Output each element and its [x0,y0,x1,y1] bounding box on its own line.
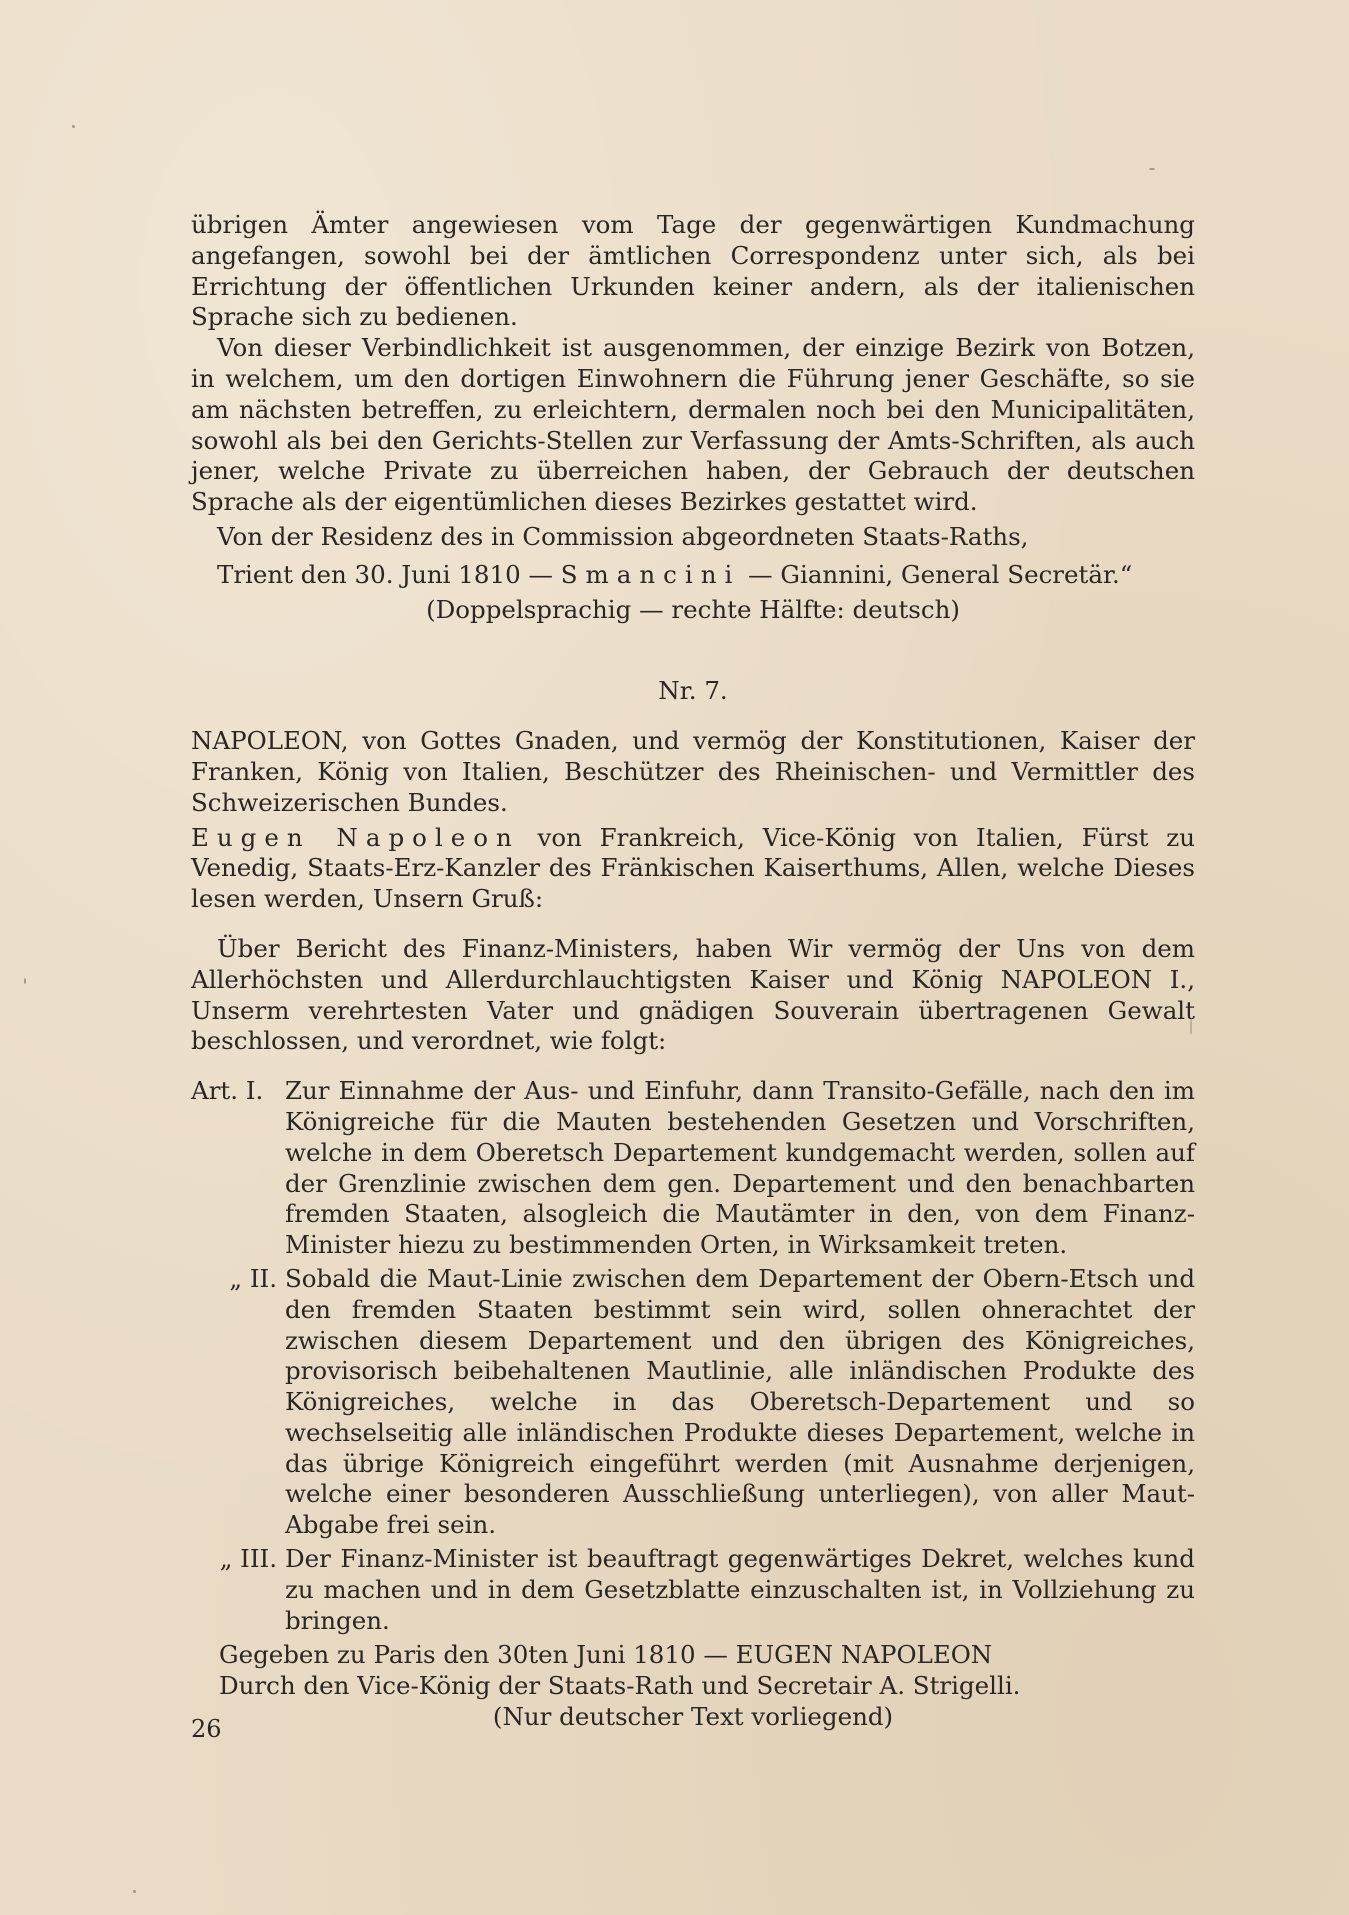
paragraph-exception: Von dieser Verbindlichkeit ist ausgenommen, der einzige Bezirk von Botzen, in welchem, um den dortigen Einwohnern die Führung jener Geschäfte, so sie am nächsten betreffen, zu erleichtern, dermalen noch bei den Municipalitäten, sowohl als bei den Gerichts-Stellen zur Verfassung der Amts-Schriften, als auch jener, welche Private zu überreichen haben, der Gebrauch der deutschen Sprache als der eigentümlichen dieses Bezirkes gestattet wird. [191,333,1195,517]
trient-signature-line [191,560,1195,591]
paper-speck [72,125,75,128]
section-heading: Nr. 7. [658,676,728,706]
residence-line: Von der Residenz des in Commission abgeordneten Staats-Raths, [217,521,1029,551]
article-text: Der Finanz-Minister ist beauftragt gegenwärtiges Dekret, welches kund zu machen und in dem Gesetzblatte einzuschalten ist, in Vollziehung zu bringen. [285,1544,1195,1635]
given-at-line: Gegeben zu Paris den 30ten Juni 1810 — EUGEN NAPOLEON [219,1640,993,1670]
article-text: Zur Einnahme der Aus- und Einfuhr, dann Transito-Gefälle, nach den im Königreiche für die Mauten bestehenden Gesetzen und Vorschriften, welche in dem Oberetsch Departement kundgemacht werden, sollen auf der Grenzlinie zwischen dem gen. Departement und den benachbarten fremden Staaten, alsogleich die Mautämter in den, von dem Finanz-Minister hiezu zu bestimmenden Orten, in Wirksamkeit treten. [285,1076,1195,1260]
document-body [191,210,1195,1733]
paper-speck [1190,1020,1192,1034]
trient-suffix: — Giannini, General Secretär.“ [748,559,1133,589]
paper-speck [24,978,26,984]
article-1 [191,1076,1195,1261]
trient-prefix: Trient den 30. Juni 1810 — [217,559,553,589]
article-label: „ II. [229,1263,277,1293]
language-note: (Doppelsprachig — rechte Hälfte: deutsch) [426,594,960,624]
article-text: Sobald die Maut-Linie zwischen dem Departement der Obern-Etsch und den fremden Staaten bestimmt sein wird, sollen ohnerachtet der zwischen diesem Departement und den übrigen des Königreiches, provisorisch beibehaltenen Mautlinie, alle inländischen Produkte des Königreiches, welche in das Oberetsch-Departement und so wechselseitig alle inländischen Produkte dieses Departement, welche in das übrige Königreich eingeführt werden (mit Ausnahme derjenigen, welche einer besonderen Ausschließung unterliegen), von aller Maut-Abgabe frei sein. [285,1263,1195,1540]
report-paragraph: Über Bericht des Finanz-Ministers, haben Wir vermög der Uns von dem Allerhöchsten und Allerdurchlauchtigsten Kaiser und König NAPOLEON I., Unserm verehrtesten Vater und gnädigen Souverain übertragenen Gewalt beschlossen, und verordnet, wie folgt: [191,933,1195,1056]
article-3 [191,1544,1195,1636]
paper-speck [133,1890,136,1893]
eugen-name: Eugen Napoleon [191,822,520,852]
napoleon-title-paragraph: NAPOLEON, von Gottes Gnaden, und vermög der Konstitutionen, Kaiser der Franken, König von Italien, Beschützer des Rheinischen- und Vermittler des Schweizerischen Bundes. [191,726,1195,817]
eugen-paragraph [191,823,1195,915]
text-availability-note: (Nur deutscher Text vorliegend) [492,1702,894,1732]
paragraph-continuation: übrigen Ämter angewiesen vom Tage der gegenwärtigen Kundmachung angefangen, sowohl bei der ämtlichen Correspondenz unter sich, als bei Errichtung der öffentlichen Urkunden keiner andern, als der italienischen Sprache sich zu bedienen. [191,210,1195,332]
page-number: 26 [191,1715,222,1743]
paper-speck [1149,168,1155,170]
countersign-line: Durch den Vice-König der Staats-Rath und Secretair A. Strigelli. [219,1671,1021,1701]
articles-list [191,1076,1195,1636]
article-2 [191,1264,1195,1541]
article-label: „ III. [219,1544,277,1574]
signatory-name: Smancini [560,559,741,589]
eugen-rest: von Frankreich, Vice-König von Italien, Fürst zu Venedig, Staats-Erz-Kanzler des Fränkischen Kaiserthums, Allen, welche Dieses lesen werden, Unsern Gruß: [191,822,1195,914]
article-label: Art. I. [191,1076,264,1106]
